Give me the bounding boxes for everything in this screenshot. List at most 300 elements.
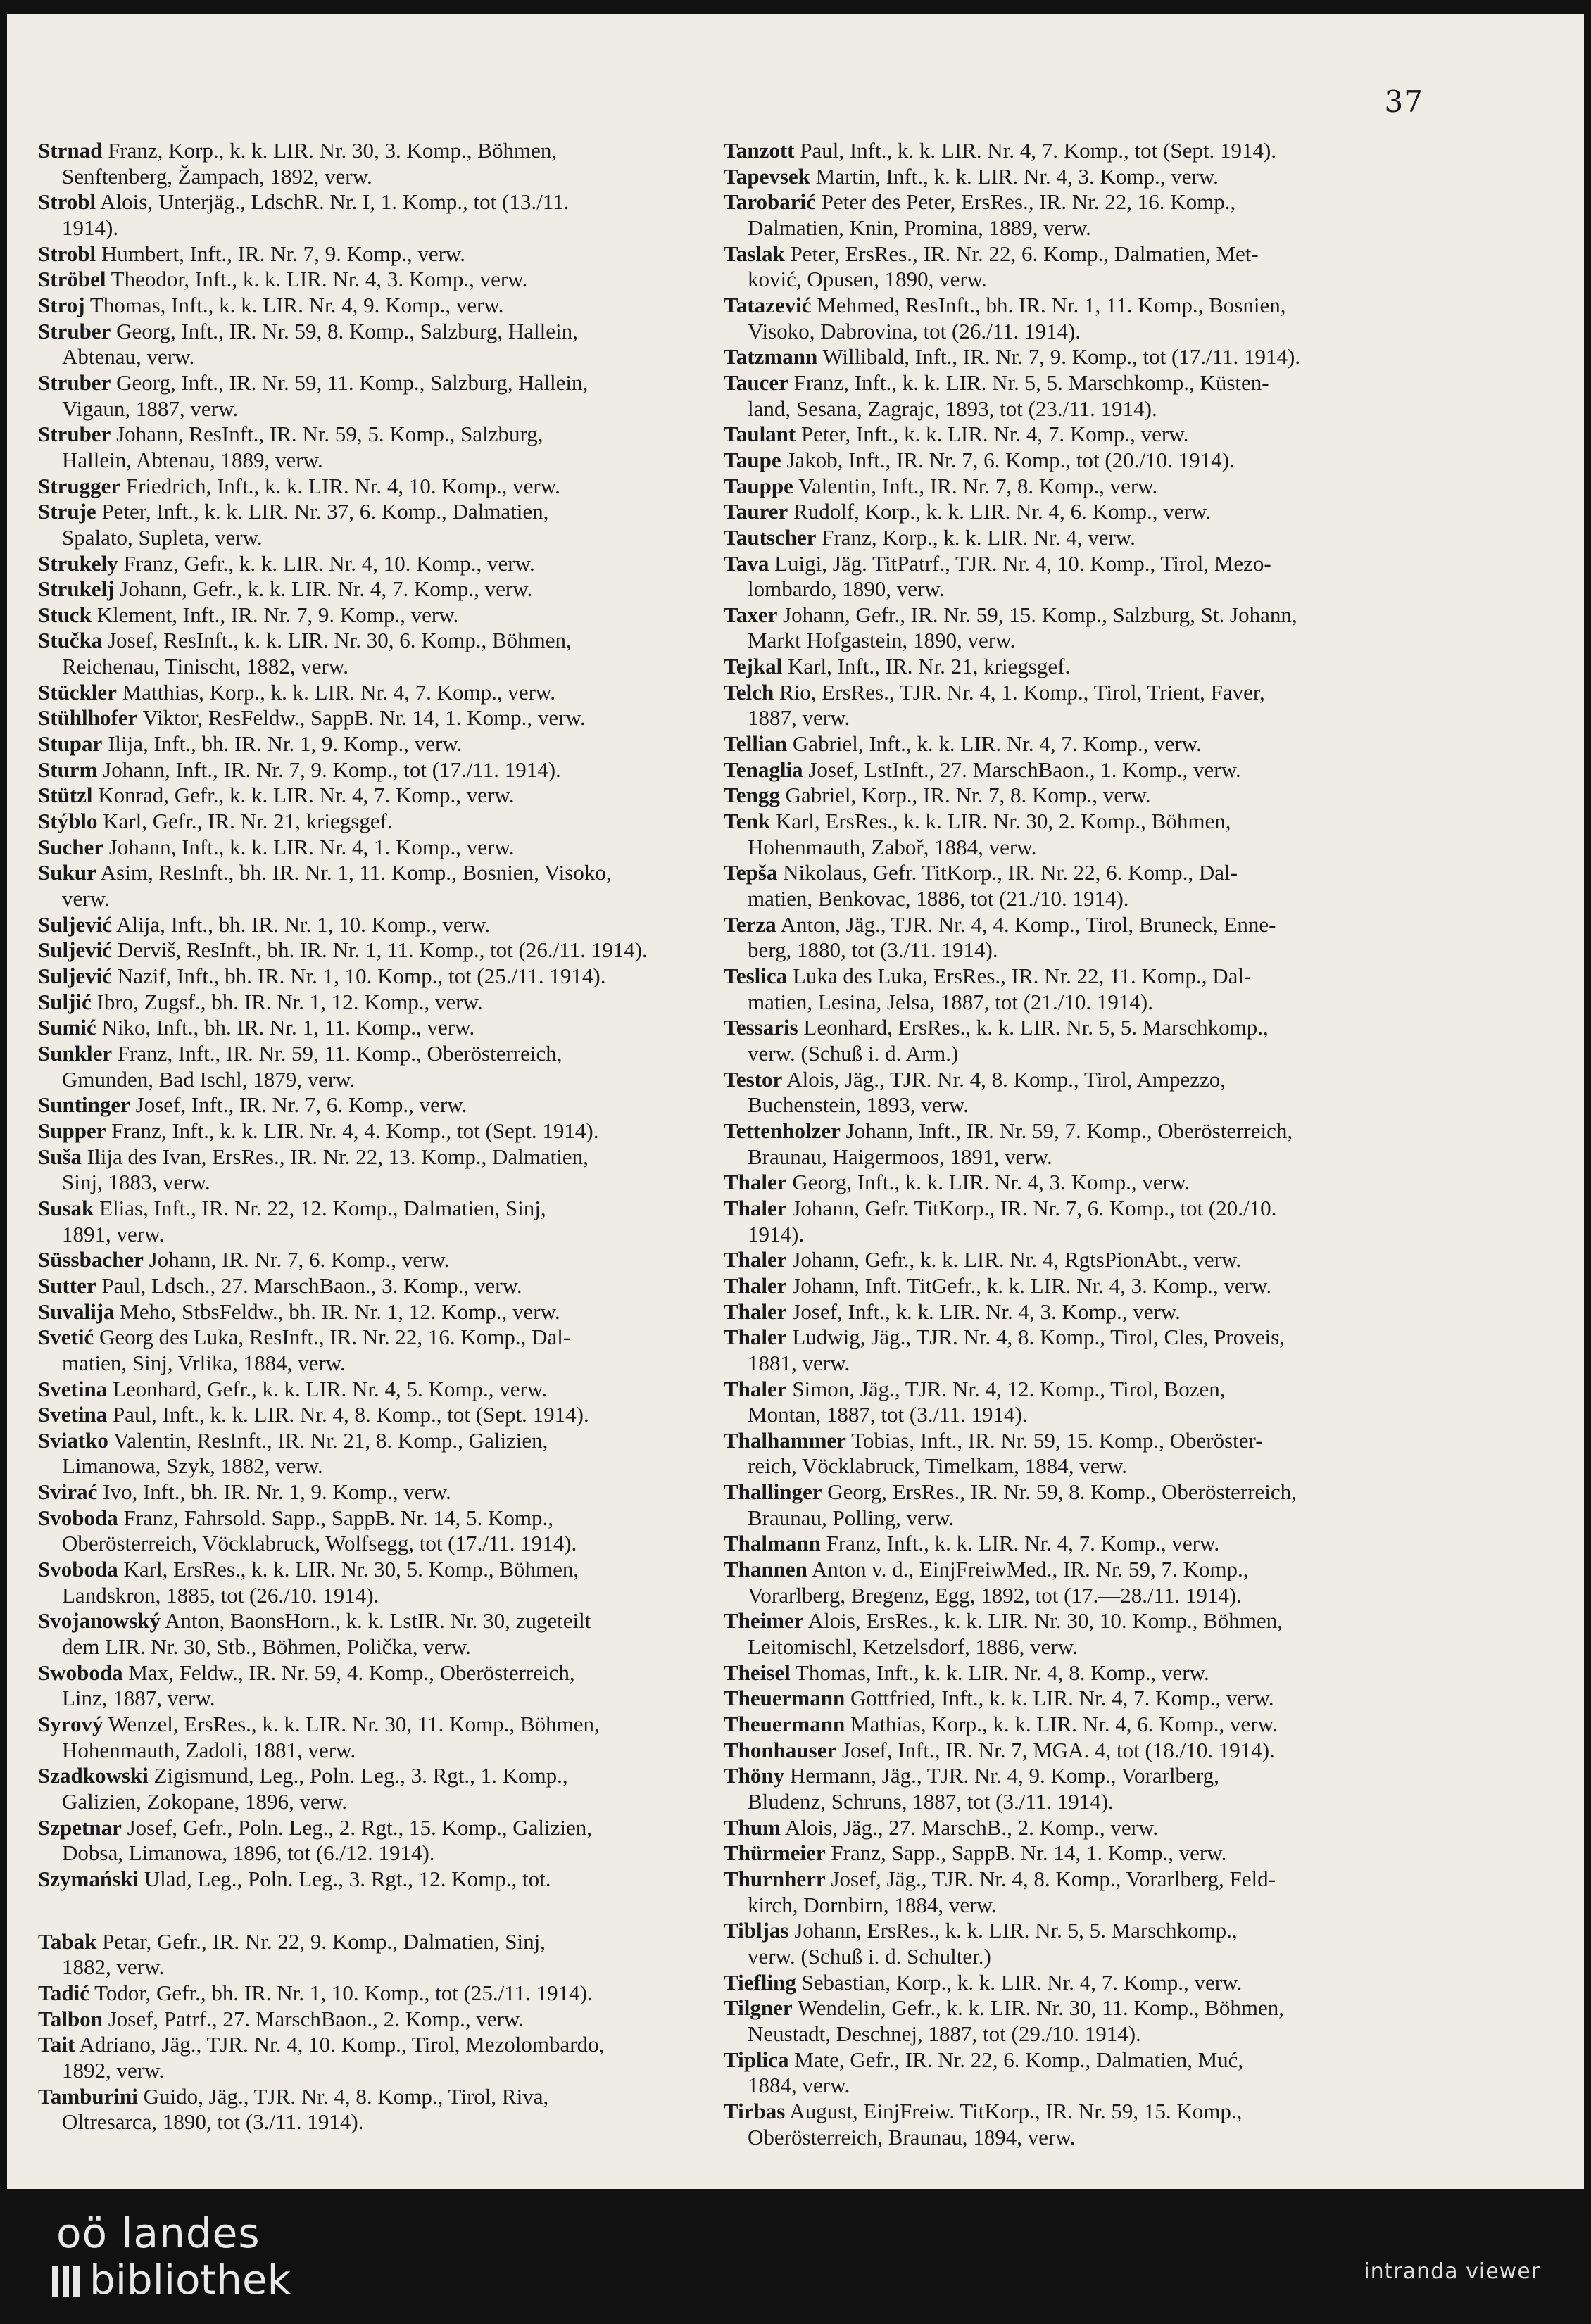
entry-text: Franz, Korp., k. k. LIR. Nr. 30, 3. Komp., Böhmen, <box>102 138 558 163</box>
entry-line <box>724 1428 1415 1454</box>
entry-text: Franz, Gefr., k. k. LIR. Nr. 4, 10. Komp., verw. <box>118 550 535 576</box>
entry-text: Klement, Inft., IR. Nr. 7, 9. Komp., verw. <box>91 602 459 627</box>
entry-continuation <box>724 2021 1415 2047</box>
entry-continuation <box>724 396 1415 422</box>
entry-surname: Suljević <box>38 911 113 937</box>
entry-text: Johann, Inft. TitGefr., k. k. LIR. Nr. 4, 3. Komp., verw. <box>786 1272 1272 1298</box>
entry-text: Montan, 1887, tot (3./11. 1914). <box>748 1402 1028 1427</box>
entry-line <box>38 576 693 602</box>
entry-line <box>38 705 693 731</box>
entry-continuation <box>724 1944 1415 1970</box>
entry-text: Limanowa, Szyk, 1882, verw. <box>62 1453 323 1479</box>
entry-line <box>38 241 693 267</box>
entry-surname: Tarobarić <box>724 189 816 215</box>
entry-text: Mathias, Korp., k. k. LIR. Nr. 4, 6. Komp., verw. <box>845 1712 1278 1737</box>
entry-line <box>724 1273 1415 1299</box>
entry-text: kirch, Dornbirn, 1884, verw. <box>748 1892 997 1917</box>
entry-continuation <box>724 1505 1415 1532</box>
entry-line <box>38 783 693 809</box>
entry-text: land, Sesana, Zagrajc, 1893, tot (23./11. 1914). <box>748 396 1157 421</box>
entry-text: matien, Sinj, Vrlika, 1884, verw. <box>62 1350 346 1375</box>
entry-text: 1884, verw. <box>748 2073 850 2098</box>
entry-text: Hermann, Jäg., TJR. Nr. 4, 9. Komp., Vorarlberg, <box>784 1763 1219 1788</box>
entry-text: Spalato, Supleta, verw. <box>62 524 263 550</box>
entry-surname: Thum <box>724 1814 781 1840</box>
entry-surname: Thonhauser <box>724 1737 837 1762</box>
entry-continuation <box>38 525 693 551</box>
entry-line <box>724 1738 1415 1764</box>
entry-text: Ilija des Ivan, ErsRes., IR. Nr. 22, 13. Komp., Dalmatien, <box>82 1144 589 1169</box>
entry-surname: Tautscher <box>724 524 817 550</box>
logo-line-2: bibliothek <box>89 2256 291 2304</box>
entry-surname: Struber <box>38 370 111 395</box>
entry-line <box>724 757 1415 783</box>
entry-surname: Stučka <box>38 628 103 653</box>
entry-line <box>38 138 693 164</box>
entry-text: Todor, Gefr., bh. IR. Nr. 1, 10. Komp., tot (25./11. 1914). <box>89 1980 593 2005</box>
entry-line <box>724 138 1415 164</box>
entry-text: Dalmatien, Knin, Promina, 1889, verw. <box>748 215 1091 240</box>
entry-line <box>38 937 693 964</box>
entry-continuation <box>38 1954 693 1981</box>
entry-text: Senftenberg, Žampach, 1892, verw. <box>62 163 372 189</box>
entry-line <box>38 1041 693 1067</box>
entry-text: Peter des Peter, ErsRes., IR. Nr. 22, 16. Komp., <box>815 189 1236 215</box>
entry-line <box>38 731 693 757</box>
entry-text: Mate, Gefr., IR. Nr. 22, 6. Komp., Dalmatien, Muć, <box>788 2047 1244 2072</box>
entry-line <box>38 1505 693 1532</box>
entry-text: Georg, ErsRes., IR. Nr. 59, 8. Komp., Oberösterreich, <box>822 1479 1297 1505</box>
entry-text: Valentin, Inft., IR. Nr. 7, 8. Komp., verw. <box>793 473 1158 498</box>
entry-surname: Taurer <box>724 499 788 524</box>
entry-line <box>724 344 1415 370</box>
entry-text: Johann, Inft., k. k. LIR. Nr. 4, 1. Komp., verw. <box>103 834 515 859</box>
entry-line <box>38 370 693 396</box>
entry-text: Franz, Fahrsold. Sapp., SappB. Nr. 14, 5. Komp., <box>118 1505 553 1530</box>
entry-surname: Testor <box>724 1066 783 1092</box>
entry-continuation <box>38 1170 693 1196</box>
entry-text: Ibro, Zugsf., bh. IR. Nr. 1, 12. Komp., verw. <box>91 989 483 1014</box>
entry-text: Gabriel, Inft., k. k. LIR. Nr. 4, 7. Komp., verw. <box>787 731 1202 757</box>
entry-text: 1882, verw. <box>62 1954 165 1980</box>
entry-surname: Thallinger <box>724 1479 822 1505</box>
entry-text: Visoko, Dabrovina, tot (26./11. 1914). <box>748 318 1081 343</box>
entry-text: Viktor, ResFeldw., SappB. Nr. 14, 1. Komp., verw. <box>137 705 586 731</box>
entry-text: Johann, Gefr. TitKorp., IR. Nr. 7, 6. Komp., tot (20./10. <box>786 1195 1277 1220</box>
entry-text: verw. <box>62 886 110 911</box>
entry-text: Max, Feldw., IR. Nr. 59, 4. Komp., Oberösterreich, <box>122 1660 575 1685</box>
entry-line <box>724 474 1415 500</box>
entry-continuation <box>38 1840 693 1867</box>
entry-text: Bludenz, Schruns, 1887, tot (3./11. 1914). <box>748 1789 1114 1814</box>
entry-surname: Tava <box>724 550 769 576</box>
entry-continuation <box>38 1067 693 1093</box>
entry-text: Ludwig, Jäg., TJR. Nr. 4, 8. Komp., Tirol, Cles, Proveis, <box>786 1325 1285 1350</box>
entry-text: Rudolf, Korp., k. k. LIR. Nr. 4, 6. Komp., verw. <box>788 499 1212 524</box>
entry-line <box>38 1867 693 1893</box>
entry-text: Friedrich, Inft., k. k. LIR. Nr. 4, 10. Komp., verw. <box>120 473 560 498</box>
entry-text: Franz, Inft., k. k. LIR. Nr. 4, 4. Komp., tot (Sept. 1914). <box>106 1118 599 1143</box>
entry-text: Josef, Inft., IR. Nr. 7, 6. Komp., verw. <box>130 1092 467 1118</box>
entry-surname: Thaler <box>724 1272 787 1298</box>
entry-text: Ilija, Inft., bh. IR. Nr. 1, 9. Komp., verw. <box>102 731 463 757</box>
entry-line <box>724 293 1415 319</box>
entry-line <box>38 1015 693 1041</box>
entry-line <box>724 602 1415 629</box>
entry-text: 1887, verw. <box>748 705 850 731</box>
entry-line <box>38 2084 693 2110</box>
entry-surname: Suljević <box>38 964 113 988</box>
entry-text: 1892, verw. <box>62 2057 165 2083</box>
viewer-footer <box>0 2189 1591 2324</box>
entry-line <box>38 1608 693 1634</box>
entry-text: Matthias, Korp., k. k. LIR. Nr. 4, 7. Komp., verw. <box>116 679 556 705</box>
entry-surname: Tiefling <box>724 1969 796 1995</box>
entry-text: Peter, Inft., k. k. LIR. Nr. 4, 7. Komp., verw. <box>796 422 1189 447</box>
entry-surname: Stützl <box>38 783 93 808</box>
entry-text: Adriano, Jäg., TJR. Nr. 4, 10. Komp., Tirol, Mezolombardo, <box>75 2032 605 2057</box>
entry-line <box>724 1918 1415 1944</box>
entry-surname: Tamburini <box>38 2083 138 2109</box>
entry-text: Johann, ResInft., IR. Nr. 59, 5. Komp., Salzburg, <box>111 422 543 447</box>
entry-surname: Tettenholzer <box>724 1118 841 1143</box>
entry-text: Hohenmauth, Zaboř, 1884, verw. <box>748 834 1037 859</box>
entry-continuation <box>724 1351 1415 1377</box>
entry-surname: Süssbacher <box>38 1247 144 1272</box>
entry-surname: Thaler <box>724 1325 787 1350</box>
entry-surname: Susak <box>38 1195 94 1220</box>
entry-text: Anton, Jäg., TJR. Nr. 4, 4. Komp., Tirol, Bruneck, Enne- <box>776 911 1276 937</box>
entry-surname: Thaler <box>724 1299 787 1324</box>
entry-text: Johann, IR. Nr. 7, 6. Komp., verw. <box>143 1247 450 1272</box>
entry-text: Karl, ErsRes., k. k. LIR. Nr. 30, 2. Komp., Böhmen, <box>770 809 1231 834</box>
entry-text: Sinj, 1883, verw. <box>62 1170 210 1195</box>
entry-text: verw. (Schuß i. d. Schulter.) <box>748 1943 991 1969</box>
entry-text: Gabriel, Korp., IR. Nr. 7, 8. Komp., verw. <box>779 783 1151 808</box>
entry-text: Leonhard, ErsRes., k. k. LIR. Nr. 5, 5. Marschkomp., <box>798 1015 1269 1040</box>
entry-text: Luigi, Jäg. TitPatrf., TJR. Nr. 4, 10. Komp., Tirol, Mezo- <box>769 550 1271 576</box>
entry-text: Hohenmauth, Zadoli, 1881, verw. <box>62 1737 356 1762</box>
entry-continuation <box>724 835 1415 861</box>
entry-surname: Thürmeier <box>724 1840 826 1866</box>
entry-line <box>724 1067 1415 1093</box>
entry-text: Theodor, Inft., k. k. LIR. Nr. 4, 3. Komp., verw. <box>106 267 528 292</box>
entry-line <box>38 319 693 345</box>
entry-line <box>724 964 1415 990</box>
entry-text: Gottfried, Inft., k. k. LIR. Nr. 4, 7. Komp., verw. <box>845 1686 1274 1711</box>
entry-text: Franz, Sapp., SappB. Nr. 14, 1. Komp., verw. <box>825 1840 1227 1866</box>
entry-surname: Struje <box>38 499 96 524</box>
entry-line <box>38 1929 693 1955</box>
entry-text: Humbert, Inft., IR. Nr. 7, 9. Komp., verw. <box>96 241 466 266</box>
entry-text: Johann, Inft., IR. Nr. 59, 7. Komp., Oberösterreich, <box>840 1118 1293 1143</box>
entry-text: Alija, Inft., bh. IR. Nr. 1, 10. Komp., verw. <box>112 911 491 937</box>
entry-line <box>724 680 1415 706</box>
entry-surname: Stroj <box>38 292 85 317</box>
entry-surname: Tanzott <box>724 138 795 163</box>
entry-line <box>38 757 693 783</box>
entry-line <box>38 1557 693 1583</box>
entry-continuation <box>724 1453 1415 1479</box>
entry-continuation <box>38 1686 693 1712</box>
entry-text: Nikolaus, Gefr. TitKorp., IR. Nr. 22, 6. Komp., Dal- <box>777 860 1238 885</box>
entry-surname: Tessaris <box>724 1015 798 1040</box>
entry-continuation <box>724 1402 1415 1428</box>
entry-surname: Strnad <box>38 138 103 163</box>
entry-surname: Struber <box>38 318 111 343</box>
entry-text: Simon, Jäg., TJR. Nr. 4, 12. Komp., Tirol, Bozen, <box>786 1376 1226 1401</box>
entry-surname: Stuck <box>38 602 92 627</box>
entry-line <box>38 1118 693 1144</box>
entry-line <box>38 293 693 319</box>
entry-text: Niko, Inft., bh. IR. Nr. 1, 11. Komp., verw. <box>96 1015 475 1040</box>
entry-text: Franz, Korp., k. k. LIR. Nr. 4, verw. <box>816 524 1136 550</box>
entry-text: Meho, StbsFeldw., bh. IR. Nr. 1, 12. Komp., verw. <box>114 1299 560 1324</box>
entry-line <box>724 551 1415 577</box>
entry-line <box>38 1815 693 1841</box>
entry-surname: Sucher <box>38 834 103 859</box>
entry-text: Georg des Luka, ResInft., IR. Nr. 22, 16. Komp., Dal- <box>94 1325 571 1350</box>
entry-text: Ulad, Leg., Poln. Leg., 3. Rgt., 12. Komp., tot. <box>138 1866 551 1891</box>
entry-line <box>38 1273 693 1299</box>
entry-line <box>724 1015 1415 1041</box>
entry-line <box>38 1247 693 1273</box>
entry-surname: Telch <box>724 679 774 705</box>
entry-surname: Thaler <box>724 1376 787 1401</box>
entry-line <box>724 731 1415 757</box>
entry-line <box>38 499 693 525</box>
entry-line <box>38 2007 693 2033</box>
entry-text: Thomas, Inft., k. k. LIR. Nr. 4, 8. Komp., verw. <box>790 1660 1209 1685</box>
entry-line <box>38 1299 693 1325</box>
entry-text: Georg, Inft., k. k. LIR. Nr. 4, 3. Komp., verw. <box>786 1170 1190 1195</box>
entry-surname: Tenaglia <box>724 757 803 782</box>
entry-text: Karl, Gefr., IR. Nr. 21, kriegsgef. <box>97 809 393 834</box>
entry-text: Karl, ErsRes., k. k. LIR. Nr. 30, 5. Komp., Böhmen, <box>118 1557 579 1582</box>
entry-text: Johann, Inft., IR. Nr. 7, 9. Komp., tot (17./11. 1914). <box>97 757 561 782</box>
entry-text: 1891, verw. <box>62 1221 165 1246</box>
entry-continuation <box>724 886 1415 912</box>
entry-continuation <box>724 2073 1415 2099</box>
entry-text: Paul, Ldsch., 27. MarschBaon., 3. Komp., verw. <box>96 1272 522 1298</box>
entry-text: Vorarlberg, Bregenz, Egg, 1892, tot (17.—28./11. 1914). <box>748 1582 1242 1608</box>
entry-text: Dobsa, Limanowa, 1896, tot (6./12. 1914). <box>62 1840 435 1866</box>
entry-text: Alois, Unterjäg., LdschR. Nr. I, 1. Komp., tot (13./11. <box>96 189 570 215</box>
entry-surname: Teslica <box>724 964 788 988</box>
entry-surname: Suljić <box>38 989 92 1014</box>
entry-surname: Tibljas <box>724 1918 789 1943</box>
entry-text: Johann, Gefr., k. k. LIR. Nr. 4, 7. Komp., verw. <box>114 576 533 602</box>
entry-continuation <box>724 705 1415 731</box>
entry-continuation <box>724 628 1415 654</box>
entry-text: Alois, Jäg., TJR. Nr. 4, 8. Komp., Tirol, Ampezzo, <box>782 1066 1226 1092</box>
entry-line <box>724 654 1415 680</box>
entry-line <box>38 964 693 990</box>
entry-text: Markt Hofgastein, 1890, verw. <box>748 628 1016 653</box>
entry-surname: Svojanowský <box>38 1608 161 1634</box>
entry-text: Josef, Inft., IR. Nr. 7, MGA. 4, tot (18./10. 1914). <box>836 1737 1275 1762</box>
entry-surname: Sumić <box>38 1015 96 1040</box>
entry-surname: Theuermann <box>724 1712 845 1737</box>
entry-surname: Terza <box>724 911 776 937</box>
entry-continuation <box>724 937 1415 964</box>
left-column <box>38 138 693 2135</box>
entry-text: Karl, Inft., IR. Nr. 21, kriegsgef. <box>782 654 1071 679</box>
entry-surname: Suša <box>38 1144 82 1169</box>
entry-continuation <box>38 1351 693 1377</box>
entry-surname: Svetina <box>38 1376 108 1401</box>
entry-line <box>724 912 1415 938</box>
entry-text: Mehmed, ResInft., bh. IR. Nr. 1, 11. Komp., Bosnien, <box>811 292 1286 317</box>
entry-surname: Strugger <box>38 473 121 498</box>
entry-line <box>38 835 693 861</box>
entry-line <box>38 1196 693 1222</box>
entry-line <box>38 1981 693 2007</box>
entry-line <box>724 809 1415 835</box>
entry-surname: Thaler <box>724 1247 787 1272</box>
entry-line <box>724 525 1415 551</box>
entry-surname: Stückler <box>38 679 117 705</box>
entry-line <box>38 602 693 629</box>
entry-text: Franz, Inft., k. k. LIR. Nr. 5, 5. Marschkomp., Küsten- <box>788 370 1269 395</box>
entry-line <box>724 1660 1415 1686</box>
entry-surname: Suvalija <box>38 1299 115 1324</box>
entry-line <box>38 551 693 577</box>
entry-surname: Stýblo <box>38 809 98 834</box>
entry-text: Paul, Inft., k. k. LIR. Nr. 4, 8. Komp., tot (Sept. 1914). <box>107 1402 589 1427</box>
entry-text: verw. (Schuß i. d. Arm.) <box>748 1040 959 1066</box>
entry-line <box>38 1479 693 1505</box>
entry-surname: Tauppe <box>724 473 793 498</box>
entry-surname: Tatazević <box>724 292 812 317</box>
entry-text: Galizien, Zokopane, 1896, verw. <box>62 1789 348 1814</box>
entry-text: Tobias, Inft., IR. Nr. 59, 15. Komp., Oberöster- <box>845 1427 1263 1453</box>
entry-continuation <box>724 1634 1415 1660</box>
entry-text: Braunau, Haigermoos, 1891, verw. <box>748 1144 1052 1169</box>
entry-text: Vigaun, 1887, verw. <box>62 396 239 421</box>
entry-continuation <box>724 215 1415 241</box>
entry-text: Franz, Inft., k. k. LIR. Nr. 4, 7. Komp., verw. <box>820 1531 1220 1556</box>
entry-text: Oberösterreich, Braunau, 1894, verw. <box>748 2124 1076 2149</box>
entry-continuation <box>724 1789 1415 1815</box>
entry-surname: Stühlhofer <box>38 705 138 731</box>
entry-surname: Supper <box>38 1118 106 1143</box>
entry-continuation <box>38 2058 693 2084</box>
entry-text: Luka des Luka, ErsRes., IR. Nr. 22, 11. Komp., Dal- <box>787 964 1252 988</box>
entry-text: Josef, Gefr., Poln. Leg., 2. Rgt., 15. Komp., Galizien, <box>121 1814 592 1840</box>
entry-line <box>724 1196 1415 1222</box>
entry-text: Oberösterreich, Vöcklabruck, Wolfsegg, tot (17./11. 1914). <box>62 1531 577 1556</box>
entry-continuation <box>724 1222 1415 1248</box>
entry-continuation <box>38 1789 693 1815</box>
entry-surname: Sukur <box>38 860 96 885</box>
entry-surname: Thöny <box>724 1763 785 1788</box>
entry-line <box>38 1712 693 1738</box>
entry-surname: Svetić <box>38 1325 94 1350</box>
entry-text: matien, Lesina, Jelsa, 1887, tot (21./10. 1914). <box>748 989 1153 1014</box>
entry-text: Josef, Patrf., 27. MarschBaon., 2. Komp., verw. <box>102 2006 524 2031</box>
entry-line <box>724 448 1415 474</box>
entry-surname: Strobl <box>38 241 96 266</box>
entry-text: Josef, LstInft., 27. MarschBaon., 1. Komp., verw. <box>803 757 1241 782</box>
entry-text: August, EinjFreiw. TitKorp., IR. Nr. 59, 15. Komp., <box>785 2098 1243 2123</box>
entry-continuation <box>724 990 1415 1016</box>
entry-line <box>724 1531 1415 1557</box>
entry-surname: Tilgner <box>724 1995 793 2021</box>
library-logo[interactable] <box>52 2210 291 2306</box>
entry-text: Buchenstein, 1893, verw. <box>748 1092 969 1118</box>
entry-line <box>724 499 1415 525</box>
entry-text: Neustadt, Deschnej, 1887, tot (29./10. 1914). <box>748 2021 1141 2046</box>
entry-line <box>38 1092 693 1118</box>
entry-text: Jakob, Inft., IR. Nr. 7, 6. Komp., tot (20./10. 1914). <box>781 447 1235 472</box>
entry-surname: Tenk <box>724 809 771 834</box>
entry-text: Leitomischl, Ketzelsdorf, 1886, verw. <box>748 1634 1078 1660</box>
entry-continuation <box>38 1531 693 1557</box>
entry-continuation <box>38 1583 693 1609</box>
document-page <box>7 14 1584 2189</box>
entry-surname: Thaler <box>724 1170 787 1195</box>
entry-text: Thomas, Inft., k. k. LIR. Nr. 4, 9. Komp., verw. <box>84 292 504 317</box>
entry-text: Abtenau, verw. <box>62 344 195 370</box>
entry-line <box>724 189 1415 215</box>
entry-surname: Tabak <box>38 1928 97 1954</box>
entry-line <box>38 1660 693 1686</box>
entry-surname: Swoboda <box>38 1660 123 1685</box>
entry-surname: Ströbel <box>38 267 106 292</box>
entry-surname: Szymański <box>38 1866 139 1891</box>
entry-continuation <box>38 215 693 241</box>
entry-continuation <box>724 267 1415 293</box>
entry-continuation <box>38 1634 693 1660</box>
entry-text: Franz, Inft., IR. Nr. 59, 11. Komp., Oberösterreich, <box>112 1040 562 1066</box>
entry-line <box>724 2047 1415 2073</box>
entry-surname: Suljević <box>38 937 113 963</box>
entry-surname: Sturm <box>38 757 98 782</box>
entry-line <box>724 1840 1415 1867</box>
entry-line <box>724 1867 1415 1893</box>
entry-surname: Strukelj <box>38 576 115 602</box>
entry-line <box>724 1325 1415 1351</box>
entry-text: Elias, Inft., IR. Nr. 22, 12. Komp., Dalmatien, Sinj, <box>94 1195 546 1220</box>
entry-text: Oltresarca, 1890, tot (3./11. 1914). <box>62 2109 364 2135</box>
entry-surname: Tengg <box>724 783 780 808</box>
logo-line-1: oö landes <box>56 2209 260 2257</box>
entry-surname: Taxer <box>724 602 778 627</box>
entry-text: Paul, Inft., k. k. LIR. Nr. 4, 7. Komp., tot (Sept. 1914). <box>794 138 1277 163</box>
logo-line-2-wrap <box>52 2256 291 2306</box>
entry-text: Josef, ResInft., k. k. LIR. Nr. 30, 6. Komp., Böhmen, <box>102 628 572 653</box>
entry-surname: Taucer <box>724 370 788 395</box>
entry-line <box>38 422 693 448</box>
entry-line <box>724 164 1415 190</box>
entry-surname: Taulant <box>724 422 796 447</box>
entry-continuation <box>38 1222 693 1248</box>
entry-line <box>38 1144 693 1170</box>
entry-surname: Szadkowski <box>38 1763 149 1788</box>
entry-text: 1914). <box>748 1221 805 1246</box>
entry-surname: Strukely <box>38 550 118 576</box>
entry-text: Nazif, Inft., bh. IR. Nr. 1, 10. Komp., tot (25./11. 1914). <box>112 964 606 988</box>
entry-text: Zigismund, Leg., Poln. Leg., 3. Rgt., 1. Komp., <box>148 1763 568 1788</box>
entry-text: ković, Opusen, 1890, verw. <box>748 267 987 292</box>
entry-surname: Tejkal <box>724 654 783 679</box>
entry-line <box>38 189 693 215</box>
entry-surname: Thurnherr <box>724 1866 826 1891</box>
entry-line <box>724 1970 1415 1996</box>
entry-text: Josef, Inft., k. k. LIR. Nr. 4, 3. Komp., verw. <box>786 1299 1181 1324</box>
entry-text: matien, Benkovac, 1886, tot (21./10. 1914). <box>748 886 1129 911</box>
